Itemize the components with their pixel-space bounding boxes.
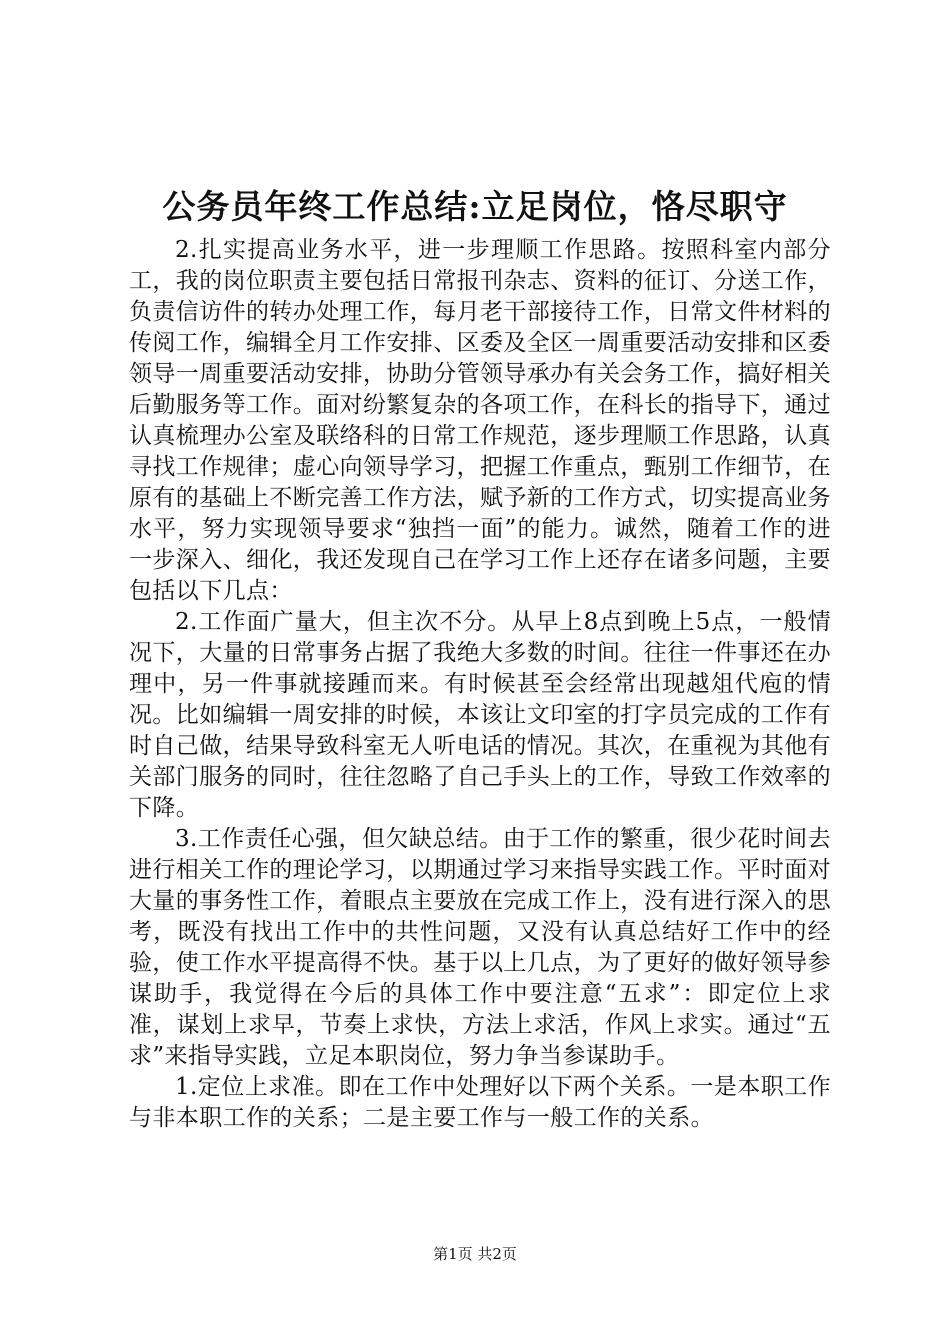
document-title: 公务员年终工作总结:立足岗位，恪尽职守: [162, 187, 788, 226]
paragraph-1: 2.扎实提高业务水平，进一步理顺工作思路。按照科室内部分工，我的岗位职责主要包括日常报刊杂志、资料的征订、分送工作，负责信访件的转办处理工作，每月老干部接待工作，日常文件材料的传阅工作，编辑全月工作安排、区委及全区一周重要活动安排和区委领导一周重要活动安排，协助分管领导承办有关会务工作，搞好相关后勤服务等工作。面对纷繁复杂的各项工作，在科长的指导下，通过认真梳理办公室及联络科的日常工作规范，逐步理顺工作思路，认真寻找工作规律；虚心向领导学习，把握工作重点，甄别工作细节，在原有的基础上不断完善工作方法，赋予新的工作方式，切实提高业务水平，努力实现领导要求“独挡一面”的能力。诚然，随着工作的进一步深入、细化，我还发现自己在学习工作上还存在诸多问题，主要包括以下几点：: [129, 237, 831, 604]
page-footer: 第1页 共2页: [433, 1245, 517, 1263]
paragraph-4: 1.定位上求准。即在工作中处理好以下两个关系。一是本职工作与非本职工作的关系；二是主要工作与一般工作的关系。: [129, 1074, 831, 1131]
paragraph-3: 3.工作责任心强，但欠缺总结。由于工作的繁重，很少花时间去进行相关工作的理论学习，以期通过学习来指导实践工作。平时面对大量的事务性工作，着眼点主要放在完成工作上，没有进行深入的思考，既没有找出工作中的共性问题，又没有认真总结好工作中的经验，使工作水平提高得不快。基于以上几点，为了更好的做好领导参谋助手，我觉得在今后的具体工作中要注意“五求”：即定位上求准，谋划上求早，节奏上求快，方法上求活，作风上求实。通过“五求”来指导实践，立足本职岗位，努力争当参谋助手。: [129, 826, 831, 1069]
document-body: [129, 235, 831, 1134]
paragraph-2: 2.工作面广量大，但主次不分。从早上8点到晚上5点，一般情况下，大量的日常事务占据了我绝大多数的时间。往往一件事还在办理中，另一件事就接踵而来。有时候甚至会经常出现越俎代庖的情况。比如编辑一周安排的时候，本该让文印室的打字员完成的工作有时自己做，结果导致科室无人听电话的情况。其次，在重视为其他有关部门服务的同时，往往忽略了自己手头上的工作，导致工作效率的下降。: [129, 609, 831, 821]
